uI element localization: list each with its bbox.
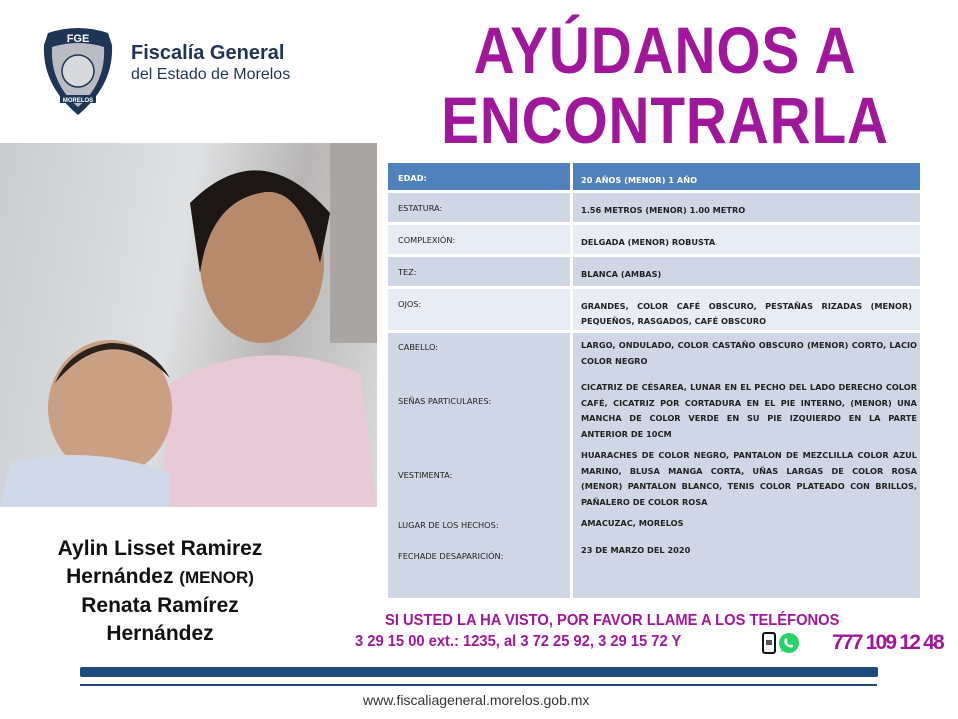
- label-lugar: LUGAR DE LOS HECHOS:: [398, 520, 499, 530]
- row-details: [388, 333, 920, 598]
- row-tez: [388, 257, 920, 286]
- label-vestimenta: VESTIMENTA:: [398, 470, 453, 480]
- footer-divider: [80, 684, 877, 686]
- missing-persons-names: [20, 535, 300, 648]
- whatsapp-icon: [778, 632, 800, 654]
- name-line-3: Renata Ramírez: [81, 594, 239, 617]
- call-to-action: SI USTED LA HA VISTO, POR FAVOR LLAME A LOS TELÉFONOS: [385, 612, 840, 629]
- label-estatura: ESTATURA:: [388, 193, 570, 222]
- name-line-2: Hernández: [66, 565, 174, 588]
- svg-text:MORELOS: MORELOS: [62, 98, 94, 104]
- value-complexion: DELGADA (MENOR) ROBUSTA: [573, 225, 920, 254]
- org-name: Fiscalía General: [131, 42, 285, 64]
- value-fecha: 23 DE MARZO DEL 2020: [581, 545, 691, 555]
- row-estatura: [388, 193, 920, 222]
- label-cabello: CABELLO:: [398, 342, 438, 352]
- name-line-4: Hernández: [106, 622, 214, 645]
- org-subtitle: del Estado de Morelos: [131, 66, 291, 83]
- minor-tag: (MENOR): [179, 568, 254, 587]
- name-line-1: Aylin Lisset Ramirez: [57, 537, 263, 560]
- website-link[interactable]: www.fiscaliageneral.morelos.gob.mx: [363, 692, 590, 708]
- label-fecha: FECHADE DESAPARICIÓN:: [398, 551, 504, 561]
- phone-numbers: 3 29 15 00 ext.: 1235, al 3 72 25 92, 3 29 15 72 Y: [355, 633, 682, 650]
- value-tez: BLANCA (AMBAS): [573, 257, 920, 286]
- label-tez: TEZ:: [388, 257, 570, 286]
- row-edad: [388, 163, 920, 190]
- label-ojos: OJOS:: [388, 289, 570, 330]
- headline-line-1: AYÚDANOS A: [473, 13, 857, 87]
- value-lugar: AMACUZAC, MORELOS: [581, 518, 684, 528]
- label-senas: SEÑAS PARTICULARES:: [398, 396, 492, 406]
- headline-line-2: ENCONTRARLA: [441, 83, 889, 157]
- footer-bar: [80, 667, 878, 677]
- whatsapp-number: 777 109 12 48: [832, 631, 943, 654]
- row-ojos: [388, 289, 920, 330]
- value-estatura: 1.56 METROS (MENOR) 1.00 METRO: [573, 193, 920, 222]
- mobile-phone-icon: [762, 632, 776, 654]
- value-vestimenta: HUARACHES DE COLOR NEGRO, PANTALON DE MEZCLILLA COLOR AZUL MARINO, BLUSA MANGA CORTA, UÑAS LARGAS DE COLOR ROSA (MENOR) PANTALON BLANCO, TENIS COLOR PLATEADO CON BRILLOS, PAÑALERO DE COLOR ROSA: [581, 450, 917, 507]
- missing-persons-photo: [0, 143, 377, 507]
- fge-logo: [40, 25, 116, 117]
- value-cabello: LARGO, ONDULADO, COLOR CASTAÑO OBSCURO (MENOR) CORTO, LACIO COLOR NEGRO: [581, 340, 917, 366]
- value-ojos: GRANDES, COLOR CAFÉ OBSCURO, PESTAÑAS RIZADAS (MENOR) PEQUEÑOS, RASGADOS, CAFÉ OBSCURO: [573, 289, 920, 330]
- svg-text:FGE: FGE: [66, 33, 90, 45]
- value-edad: 20 AÑOS (MENOR) 1 AÑO: [573, 163, 920, 190]
- label-edad: EDAD:: [388, 163, 570, 190]
- row-complexion: [388, 225, 920, 254]
- label-complexion: COMPLEXIÓN:: [388, 225, 570, 254]
- value-senas: CICATRIZ DE CÉSAREA, LUNAR EN EL PECHO DEL LADO DERECHO COLOR CAFÉ, CICATRIZ POR CORTADURA EN EL PIE INTERNO, (MENOR) UNA MANCHA DE COLOR VERDE EN SU PIE IZQUIERDO EN LA PARTE ANTERIOR DE 10CM: [581, 382, 917, 439]
